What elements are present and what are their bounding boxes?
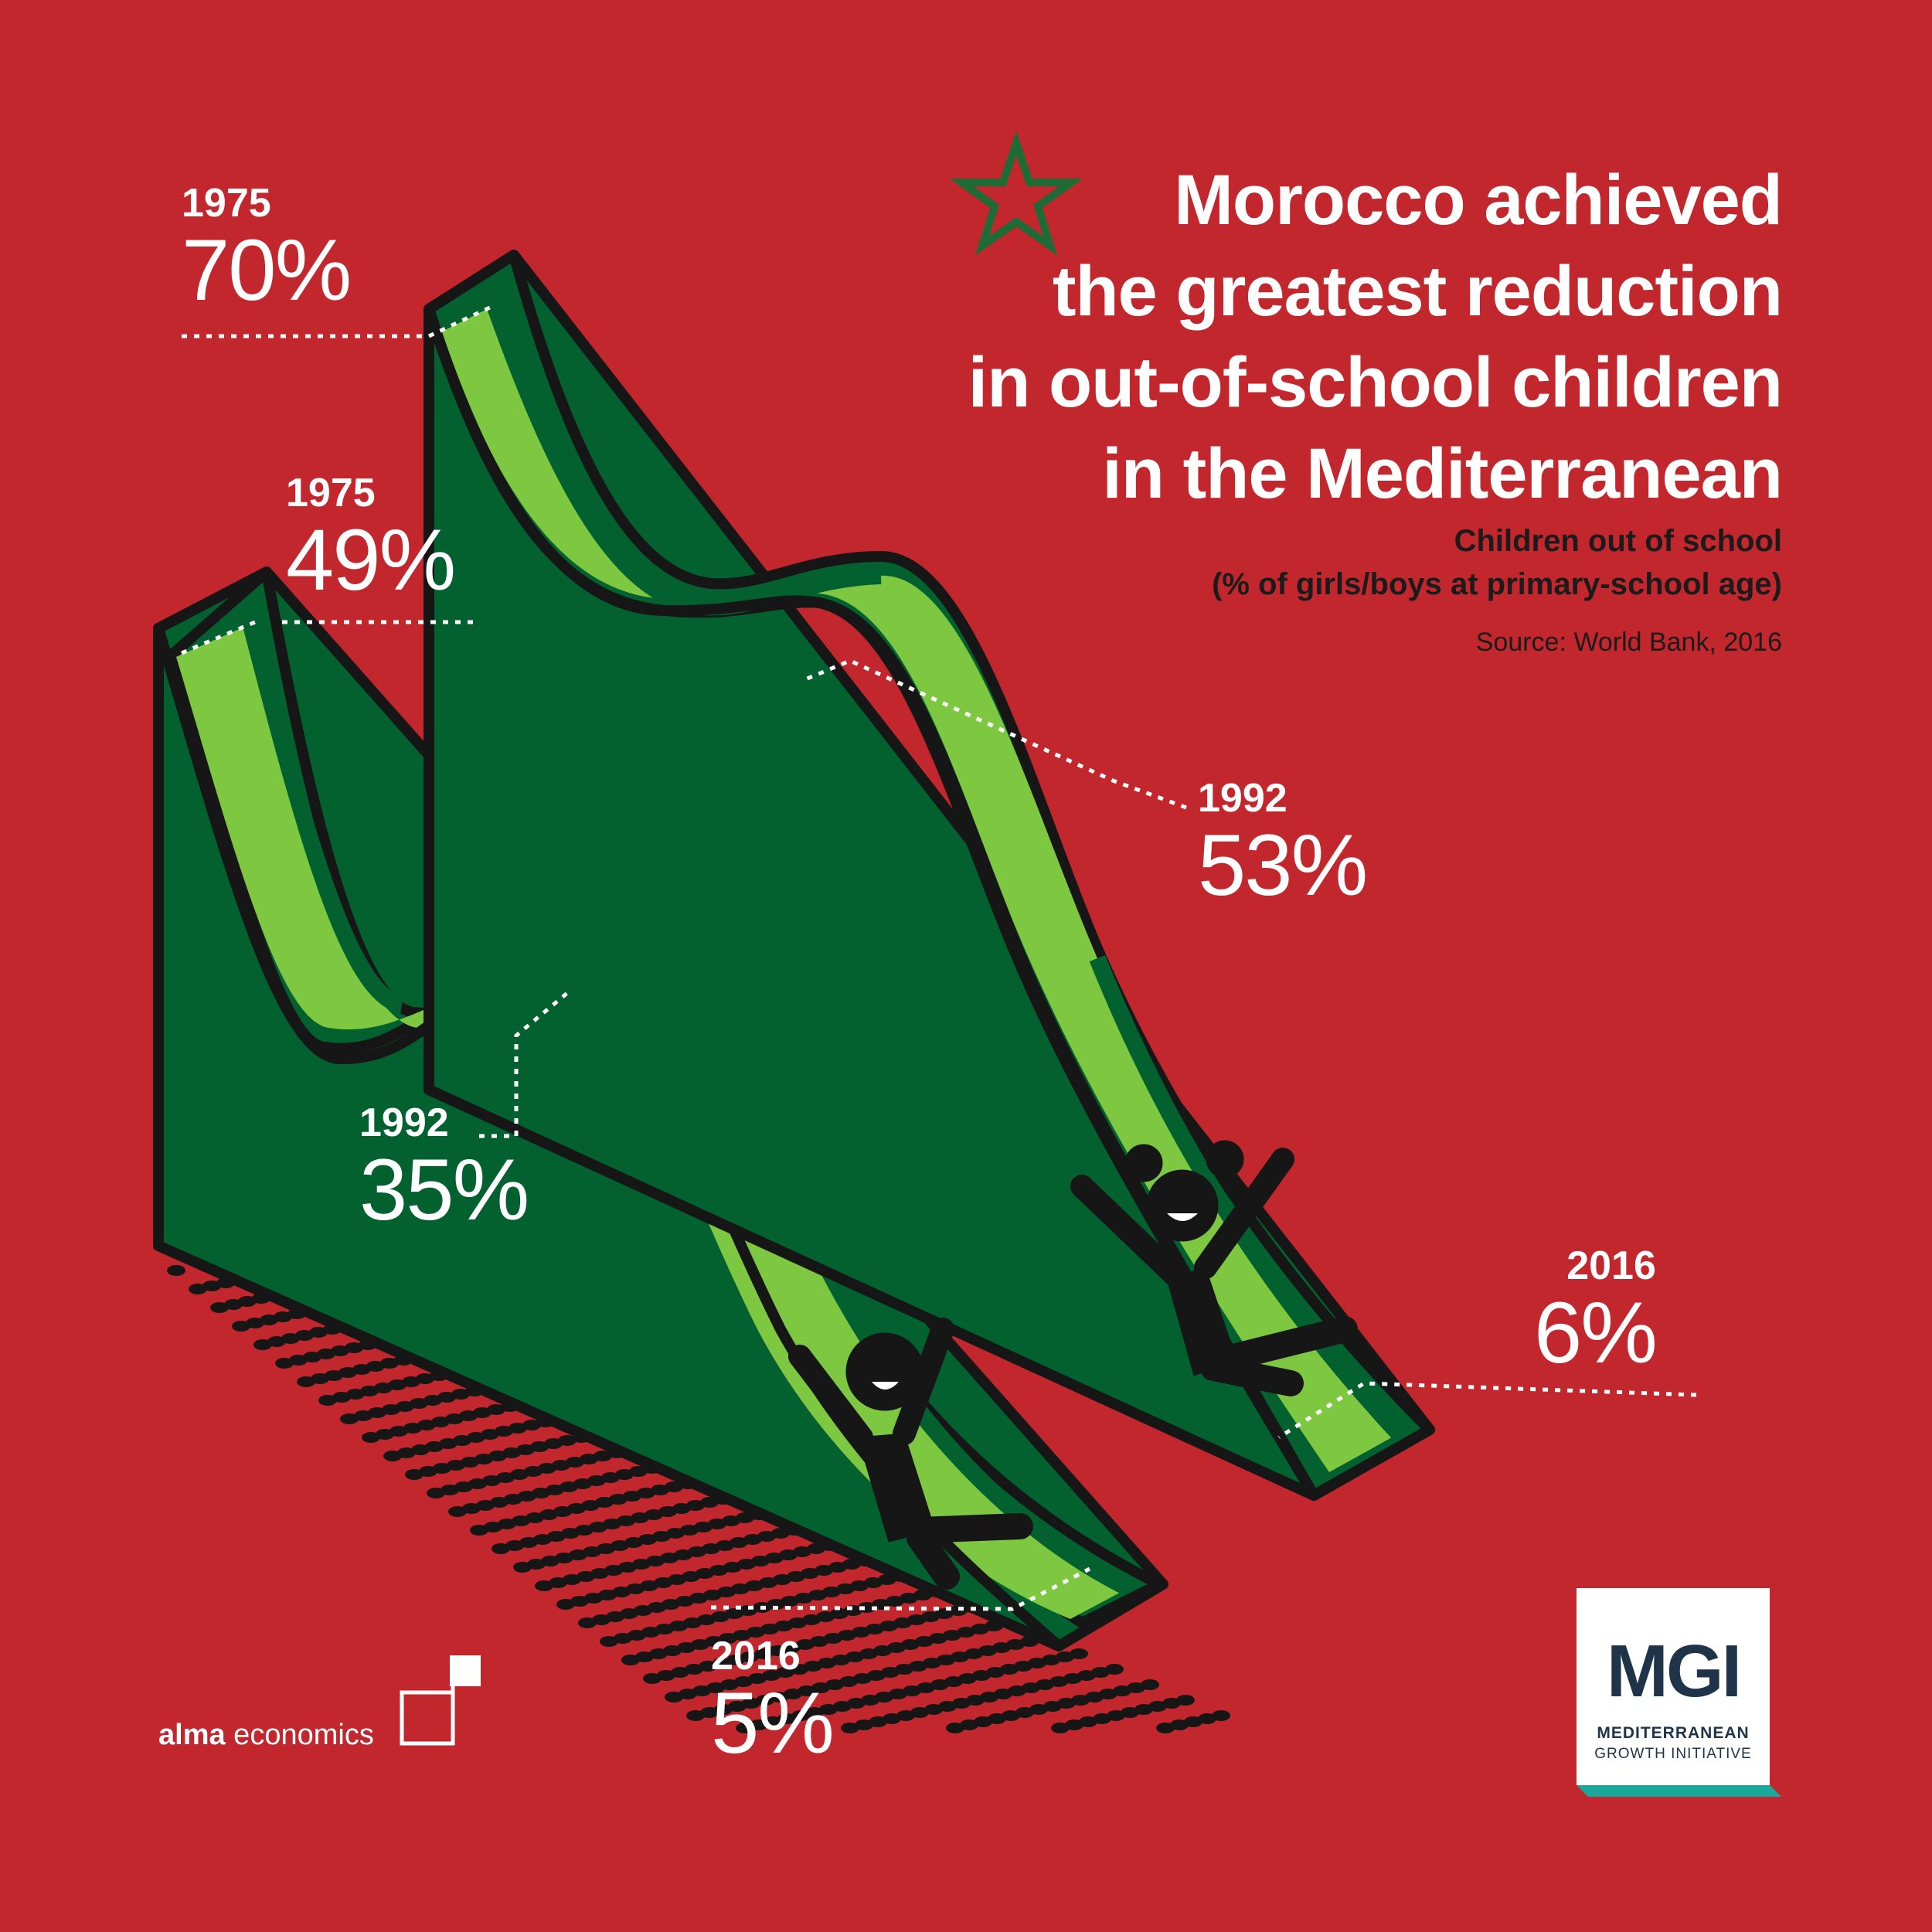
page-title — [623, 155, 1782, 519]
alma-economics-logo — [158, 1719, 374, 1752]
ground-dot — [318, 1395, 337, 1406]
mgi-logo-line-1: MEDITERRANEAN — [1597, 1724, 1750, 1742]
ground-dot — [556, 1599, 575, 1610]
ground-dot — [232, 1321, 250, 1332]
subtitle-line-2: (% of girls/boys at primary-school age) — [1212, 567, 1782, 601]
alma-square-filled — [450, 1655, 481, 1686]
label-year: 1975 — [286, 471, 376, 515]
ground-dot — [665, 1692, 683, 1702]
girl-head — [1147, 1170, 1218, 1241]
alma-square-outline — [402, 1692, 453, 1743]
ground-dot — [253, 1339, 272, 1350]
ground-dot — [686, 1710, 705, 1721]
label-value: 6% — [1534, 1284, 1656, 1381]
ground-dot — [492, 1543, 510, 1554]
ground-dot — [470, 1525, 488, 1536]
title-line-1: Morocco achieved — [1174, 161, 1782, 240]
label-boys-2016 — [711, 1634, 833, 1769]
mgi-logo-wordmark: MGI — [1606, 1630, 1740, 1713]
alma-logo-rest: economics — [225, 1719, 374, 1751]
ground-dot — [1051, 1723, 1070, 1733]
ground-dot — [297, 1376, 315, 1387]
girl-pigtail-left — [1125, 1145, 1162, 1182]
ground-dot — [643, 1673, 662, 1684]
alma-logo-mark — [402, 1655, 481, 1743]
label-year: 1992 — [1198, 776, 1287, 821]
ground-dot — [1156, 1723, 1175, 1733]
label-boys-1975 — [286, 471, 454, 606]
girl-leg-left — [1213, 1368, 1291, 1383]
ground-dot — [448, 1506, 467, 1517]
ground-dot — [427, 1488, 445, 1498]
mgi-logo-shadow — [1577, 1785, 1781, 1797]
girl-pigtail-right — [1206, 1141, 1243, 1178]
ground-dot — [275, 1358, 294, 1369]
label-value: 53% — [1198, 817, 1367, 913]
label-year: 1992 — [359, 1100, 449, 1145]
ground-dot — [946, 1723, 964, 1733]
ground-dot — [841, 1723, 859, 1733]
label-girls-1975 — [182, 182, 350, 316]
ground-dot — [621, 1655, 640, 1665]
label-year: 2016 — [1566, 1243, 1656, 1288]
mgi-logo — [1577, 1588, 1770, 1785]
ground-dot — [189, 1284, 207, 1294]
source-note: Source: World Bank, 2016 — [1475, 628, 1782, 657]
chart-subtitle — [1212, 519, 1782, 606]
title-line-3: in out-of-school children — [968, 343, 1782, 422]
ground-dot — [405, 1469, 423, 1480]
ground-dot — [578, 1617, 597, 1628]
label-year: 2016 — [711, 1634, 801, 1679]
label-boys-1992 — [359, 1101, 528, 1236]
label-value: 5% — [711, 1675, 833, 1771]
label-girls-1992 — [1198, 777, 1366, 911]
label-value: 49% — [286, 512, 455, 608]
label-girls-2016 — [1534, 1244, 1656, 1379]
label-value: 70% — [182, 222, 351, 318]
mgi-logo-line-2: GROWTH INITIATIVE — [1594, 1746, 1752, 1762]
ground-dot — [167, 1265, 185, 1276]
ground-dot — [600, 1636, 618, 1647]
subtitle-line-1: Children out of school — [1454, 524, 1782, 558]
ground-dot — [340, 1413, 359, 1424]
alma-logo-bold: alma — [158, 1719, 226, 1751]
ground-dot — [362, 1432, 380, 1443]
label-year: 1975 — [182, 181, 271, 226]
ground-dot — [535, 1580, 553, 1591]
ground-dot — [210, 1302, 229, 1313]
ground-dot — [513, 1562, 532, 1573]
title-line-4: in the Mediterranean — [1102, 434, 1782, 513]
ground-dot — [383, 1451, 402, 1461]
title-line-2: the greatest reduction — [1052, 252, 1782, 331]
boy-leg-right — [920, 1526, 1020, 1530]
label-value: 35% — [359, 1141, 529, 1238]
